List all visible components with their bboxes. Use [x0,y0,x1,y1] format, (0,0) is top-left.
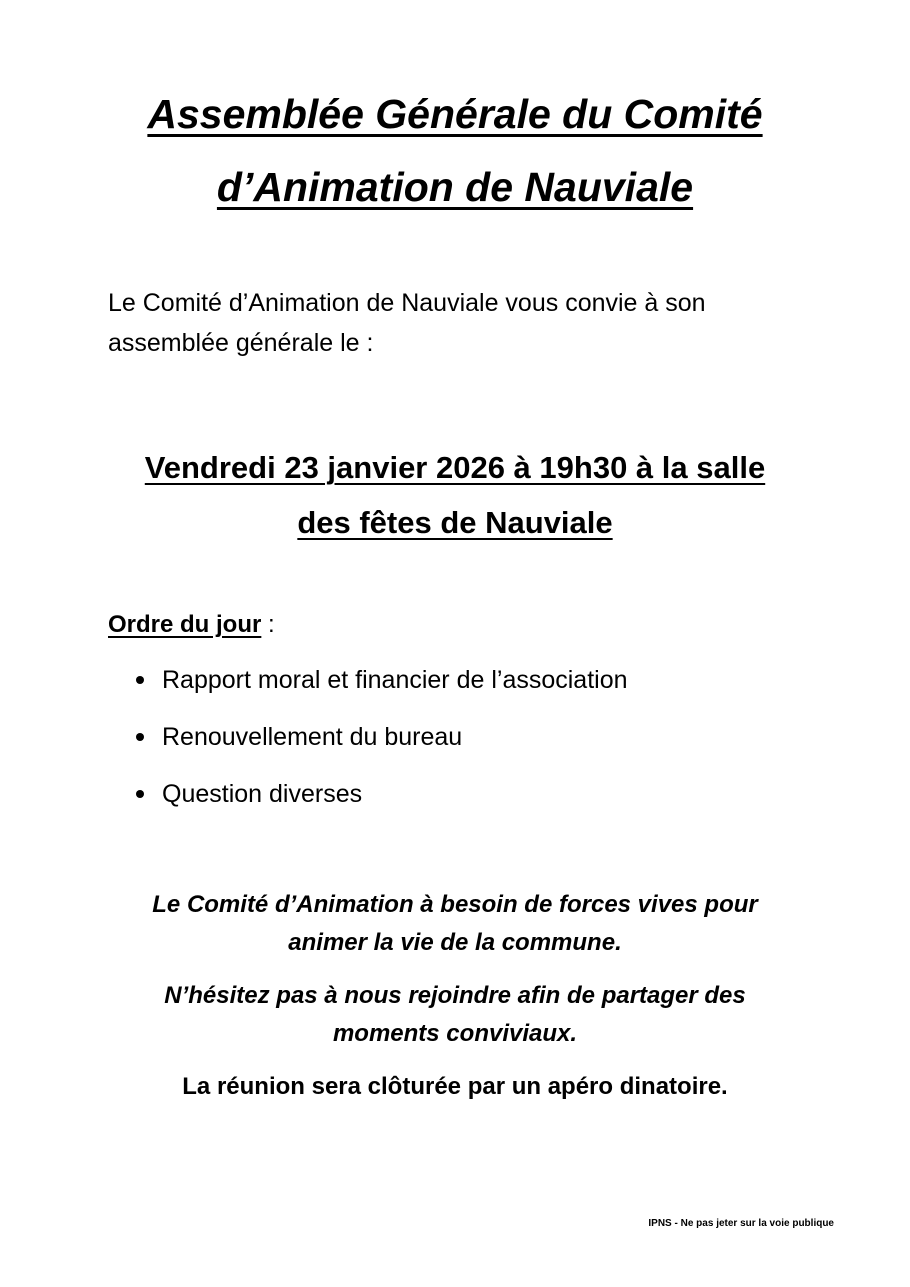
bullet-icon [136,733,144,741]
closing-paragraph-2 [60,977,850,1053]
event-date-line-2: des fêtes de Nauviale [297,505,613,540]
closing-3-text: La réunion sera clôturée par un apéro dinatoire. [182,1073,728,1100]
bullet-icon [136,790,144,798]
list-item [130,776,628,833]
agenda-list [130,662,628,833]
closing-2-line-2: moments conviviaux. [332,1020,578,1047]
closing-message [60,886,850,1121]
agenda-heading [108,607,275,643]
list-item [130,662,628,719]
event-date-location [60,440,850,550]
title-line-2: d’Animation de Nauviale [216,164,694,210]
agenda-item-text: Renouvellement du bureau [162,723,463,751]
page-title [60,78,850,224]
invitation-text [108,283,808,363]
event-date-line-1: Vendredi 23 janvier 2026 à 19h30 à la salle [144,450,766,485]
closing-paragraph-3 [60,1068,850,1106]
invitation-line-2: assemblée générale le : [108,329,374,357]
closing-1-line-2: animer la vie de la commune. [288,929,622,956]
bullet-icon [136,676,144,684]
closing-paragraph-1 [60,886,850,962]
list-item [130,719,628,776]
agenda-item-text: Question diverses [162,780,363,808]
invitation-line-1: Le Comité d’Animation de Nauviale vous convie à son [108,289,706,317]
agenda-label: Ordre du jour [108,611,262,638]
title-line-1: Assemblée Générale du Comité [147,91,763,137]
agenda-item-text: Rapport moral et financier de l’association [162,666,628,694]
agenda-colon: : [261,611,275,638]
closing-2-line-1: N’hésitez pas à nous rejoindre afin de partager des [164,982,746,1009]
closing-1-line-1: Le Comité d’Animation à besoin de forces vives pour [152,891,758,918]
footer-notice: IPNS - Ne pas jeter sur la voie publique [648,1218,834,1229]
